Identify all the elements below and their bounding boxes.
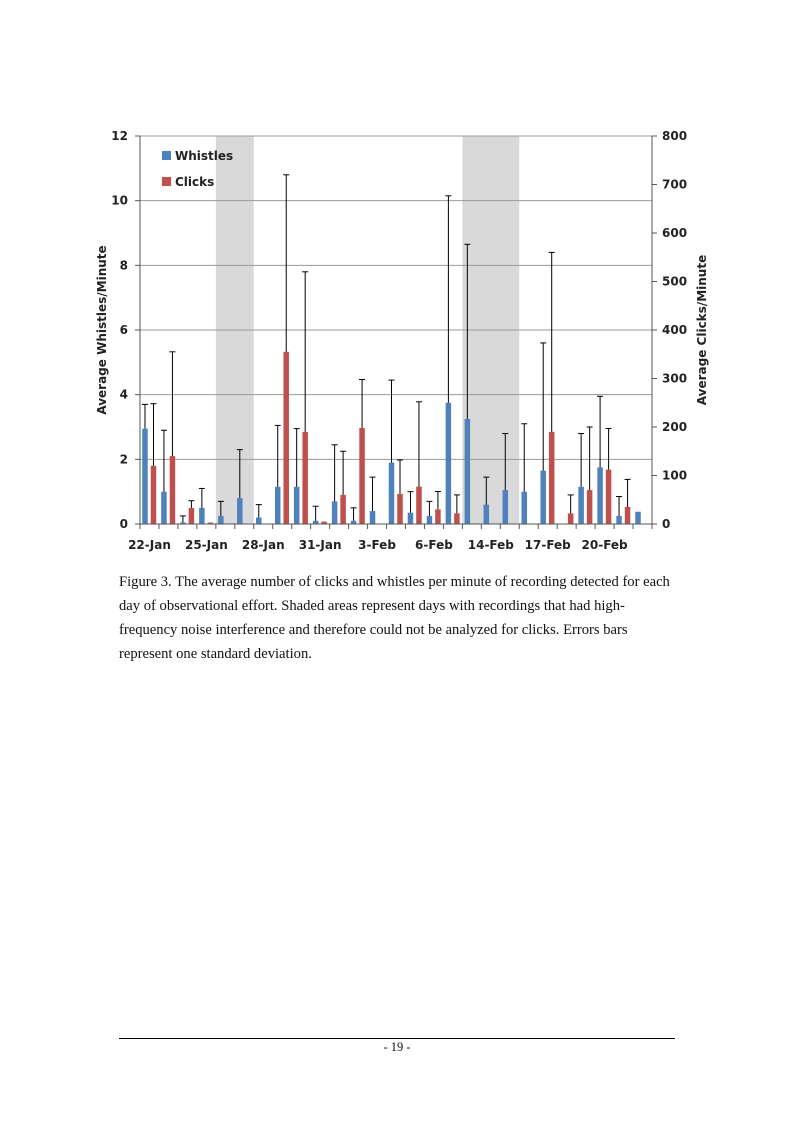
clicks-bar-25 <box>625 507 631 524</box>
x-tick-label-7: 17-Feb <box>524 538 571 552</box>
whistles-bar-20 <box>521 492 527 524</box>
left-tick-label-1: 2 <box>119 452 128 467</box>
clicks-bar-8 <box>302 432 308 524</box>
y-axis-label: Average Whistles/Minute <box>95 245 109 415</box>
whistles-bar-6 <box>256 518 262 524</box>
clicks-bar-23 <box>587 490 593 524</box>
clicks-bar-11 <box>359 428 365 524</box>
y2-axis-label: Average Clicks/Minute <box>695 254 709 406</box>
right-tick-label-8: 800 <box>662 129 688 143</box>
whistles-bar-1 <box>161 492 167 524</box>
x-tick-label-0: 22-Jan <box>128 538 171 552</box>
whistles-bar-21 <box>540 471 546 524</box>
left-tick-label-3: 6 <box>119 323 128 337</box>
whistles-bar-16 <box>446 403 452 524</box>
clicks-bar-14 <box>416 487 422 524</box>
x-tick-label-8: 20-Feb <box>581 538 628 552</box>
whistles-bar-23 <box>578 487 584 524</box>
legend-swatch-clicks <box>162 177 171 186</box>
whistles-bar-4 <box>218 516 224 524</box>
clicks-bar-22 <box>568 513 574 524</box>
clicks-bar-2 <box>189 508 195 524</box>
page-number: - 19 - <box>383 1040 411 1054</box>
legend-swatch-whistles <box>162 151 171 160</box>
clicks-bar-13 <box>397 494 403 524</box>
right-tick-label-2: 200 <box>662 420 688 434</box>
whistles-bar-18 <box>484 505 490 524</box>
footer-rule <box>119 1038 675 1039</box>
clicks-bar-7 <box>283 352 289 524</box>
figure-caption: Figure 3. The average number of clicks and whistles per minute of recording detected for each day of observational effort. Shaded areas represent days with recordings that had high-frequency noise interference and therefore could not be analyzed for clicks. Errors bars represent one standard deviation. <box>119 574 670 662</box>
x-tick-label-3: 31-Jan <box>298 538 342 552</box>
left-tick-label-5: 10 <box>111 193 128 208</box>
whistles-bar-5 <box>237 498 243 524</box>
chart <box>0 0 794 560</box>
whistles-bar-12 <box>370 511 376 524</box>
clicks-bar-21 <box>549 432 555 524</box>
x-tick-label-1: 25-Jan <box>184 538 228 552</box>
right-tick-label-4: 400 <box>662 323 688 337</box>
x-tick-label-5: 6-Feb <box>415 538 453 552</box>
left-tick-label-0: 0 <box>119 517 128 531</box>
whistles-bar-25 <box>616 516 622 524</box>
whistles-bar-24 <box>597 467 603 524</box>
right-tick-label-1: 100 <box>662 468 688 483</box>
clicks-bar-10 <box>340 495 346 524</box>
left-tick-label-4: 8 <box>119 258 128 273</box>
whistles-bar-17 <box>465 419 471 524</box>
whistles-bar-14 <box>408 513 414 524</box>
clicks-bar-16 <box>454 513 460 524</box>
whistles-bar-19 <box>503 490 509 524</box>
whistles-bar-10 <box>332 501 338 524</box>
right-tick-label-0: 0 <box>662 517 671 531</box>
clicks-bar-15 <box>435 509 441 524</box>
x-tick-label-4: 3-Feb <box>358 538 396 552</box>
whistles-bar-8 <box>294 487 300 524</box>
right-tick-label-7: 700 <box>662 177 688 192</box>
clicks-bar-0 <box>151 466 157 524</box>
left-tick-label-6: 12 <box>111 129 128 143</box>
whistles-bar-26 <box>635 512 641 524</box>
legend-label-clicks: Clicks <box>175 175 215 189</box>
clicks-bar-24 <box>606 470 612 524</box>
whistles-bar-7 <box>275 487 281 524</box>
legend-label-whistles: Whistles <box>175 149 234 163</box>
x-tick-label-6: 14-Feb <box>467 538 514 552</box>
right-tick-label-3: 300 <box>662 371 688 386</box>
whistles-bar-3 <box>199 508 205 524</box>
whistles-bar-13 <box>389 463 395 524</box>
left-tick-label-2: 4 <box>119 387 128 402</box>
whistles-bar-15 <box>427 516 433 524</box>
whistles-bar-0 <box>142 429 148 524</box>
x-tick-label-2: 28-Jan <box>241 538 285 552</box>
right-tick-label-6: 600 <box>662 226 688 240</box>
right-tick-label-5: 500 <box>662 274 688 289</box>
clicks-bar-1 <box>170 456 176 524</box>
